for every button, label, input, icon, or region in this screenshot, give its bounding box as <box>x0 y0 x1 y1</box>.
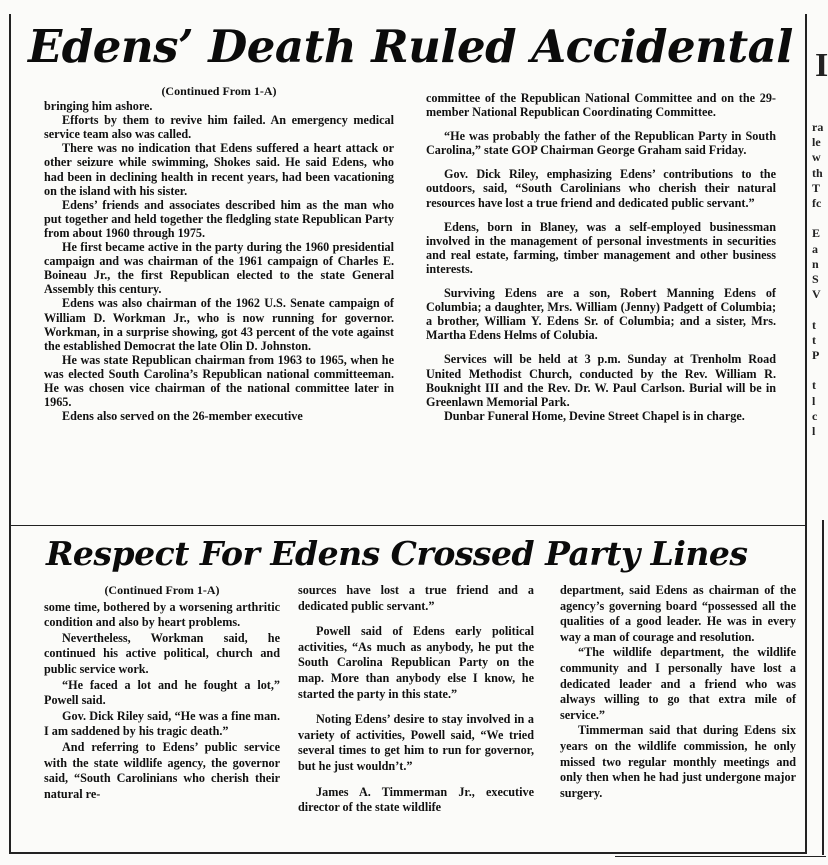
story1-paragraph: “He was probably the father of the Republican Party in South Carolina,” state GOP Chairman George Graham said Friday. <box>426 129 776 158</box>
fragment <box>812 211 826 226</box>
story2-paragraph: Timmerman said that during Edens six years on the wildlife commission, he only missed two regular monthly meetings and only then when he had just undergone major surgery. <box>560 723 796 800</box>
fragment: a <box>812 241 818 256</box>
story1-column-1 <box>44 84 394 522</box>
story1-paragraph: Services will be held at 3 p.m. Sunday at Trenholm Road United Methodist Church, conducted by the Rev. William R. Bouknight III and the Rev. Dr. W. Paul Carlson. Burial will be in Greenlawn Memorial Park. <box>426 352 776 409</box>
story2-paragraph: sources have lost a true friend and a dedicated public servant.” <box>298 583 534 613</box>
fragment: t <box>812 378 816 393</box>
story1-headline: Edens’ Death Ruled Accidental <box>28 20 793 73</box>
story1-paragraph: Surviving Edens are a son, Robert Manning Edens of Columbia; a daughter, Mrs. William (Jenny) Padgett of Columbia; a brother, William Y. Edens Sr. of Columbia; and a sister, Mrs. Martha Edens Helms of Colubia. <box>426 286 776 343</box>
story1-paragraph: He was state Republican chairman from 1963 to 1965, when he was elected South Carolina’s Republican national committeeman. He was chosen vice chairman of the national committee later in 1965. <box>44 352 394 410</box>
story2-paragraph: department, said Edens as chairman of the agency’s governing board “possessed all the qualities of a good leader. He was in every way a man of courage and resolution. <box>560 583 796 644</box>
story2-column-1 <box>44 583 280 845</box>
adjacent-box-bottom-rule <box>615 856 826 857</box>
adjacent-column-fragments <box>812 120 826 439</box>
story1-paragraph: Edens’ friends and associates described him as the man who put together and held together the fledgling state Republican Party from about 1960 through 1975. <box>44 197 394 240</box>
story1-paragraph: He first became active in the party during the 1960 presidential campaign and was chairman of the 1961 campaign of Charles E. Boineau Jr., the first Republican elected to the state General Assembly this century. <box>44 240 394 297</box>
fragment: V <box>812 287 821 302</box>
fragment: t <box>812 317 816 332</box>
fragment: ra <box>812 120 824 134</box>
story2-paragraph: some time, bothered by a worsening arthritic condition and also by heart problems. <box>44 599 280 630</box>
story2-headline: Respect For Edens Crossed Party Lines <box>46 534 748 573</box>
fragment: l <box>812 393 816 408</box>
story1-column-2 <box>426 91 776 522</box>
left-border-rule <box>9 14 11 854</box>
story1-paragraph: Gov. Dick Riley, emphasizing Edens’ contributions to the outdoors, said, “South Carolinians who cherish their natural resources have lost a true friend and dedicated public servant.” <box>426 167 776 210</box>
story2-paragraph: “The wildlife department, the wildlife community and I personally have lost a dedicated leader and a friend who was always willing to go that extra mile of service.” <box>560 645 796 722</box>
fragment <box>812 363 826 378</box>
story2-continued-label: (Continued From 1-A) <box>104 583 220 597</box>
story2-paragraph: Powell said of Edens early political activities, “As much as anybody, he put the South Carolina Republican Party on the map. More than anybody else I know, he started the party in this state.” <box>298 624 534 701</box>
story2-paragraph: And referring to Edens’ public service with the state wildlife agency, the governor said, “South Carolinians who cherish their natural re- <box>44 739 280 801</box>
story1-paragraph: bringing him ashore. <box>44 99 153 114</box>
fragment: P <box>812 348 820 363</box>
fragment: E <box>812 226 821 241</box>
story1-paragraph: Dunbar Funeral Home, Devine Street Chapel is in charge. <box>444 408 745 423</box>
story2-paragraph: “He faced a lot and he fought a lot,” Powell said. <box>44 677 280 708</box>
story2-paragraph: Nevertheless, Workman said, he continued his active political, church and public service work. <box>44 630 280 676</box>
bottom-border-rule <box>10 852 806 854</box>
story1-paragraph: Edens also served on the 26-member executive <box>62 409 303 424</box>
adjacent-box-rule <box>822 520 824 855</box>
story2-column-2 <box>298 583 534 845</box>
story2-paragraph: Noting Edens’ desire to stay involved in a variety of activities, Powell said, “We tried several times to get him to run for governor, but he just wouldn’t.” <box>298 712 534 773</box>
story1-paragraph: Edens, born in Blaney, was a self-employed businessman involved in the management of personal investments in securities and real estate, farming, timber management and other business interests. <box>426 219 776 276</box>
story1-continued-label: (Continued From 1-A) <box>161 84 277 98</box>
story1-paragraph: Edens was also chairman of the 1962 U.S. Senate campaign of William D. Workman Jr., who is now running for governor. Workman, in a surprise showing, got 43 percent of the vote against the established Democrat the late Olin D. Johnston. <box>44 296 394 353</box>
fragment: n <box>812 256 819 271</box>
fragment: T <box>812 180 821 195</box>
fragment: l <box>812 424 816 439</box>
right-border-rule <box>805 14 807 854</box>
story1-paragraph: There was no indication that Edens suffered a heart attack or other seizure while swimming, Shokes said. He said Edens, who had been in declining health in recent years, had been vacationing on the island with his sister. <box>44 141 394 198</box>
adjacent-column-top-letter: I <box>815 47 828 84</box>
fragment: t <box>812 332 816 347</box>
story2-column-3 <box>560 583 796 845</box>
story-divider-rule <box>10 525 806 526</box>
story2-paragraph: Gov. Dick Riley said, “He was a fine man. I am saddened by his tragic death.” <box>44 708 280 739</box>
story1-paragraph: committee of the Republican National Committee and on the 29-member National Republican Coordinating Committee. <box>426 91 776 120</box>
fragment: le <box>812 135 821 150</box>
fragment: c <box>812 408 818 423</box>
story2-paragraph: James A. Timmerman Jr., executive director of the state wildlife <box>298 784 534 815</box>
fragment: w <box>812 150 821 165</box>
story1-paragraph: Efforts by them to revive him failed. An emergency medical service team also was called. <box>44 113 394 142</box>
fragment: fc <box>812 196 822 211</box>
fragment: S <box>812 272 819 287</box>
fragment <box>812 302 826 317</box>
fragment: th <box>812 165 823 180</box>
